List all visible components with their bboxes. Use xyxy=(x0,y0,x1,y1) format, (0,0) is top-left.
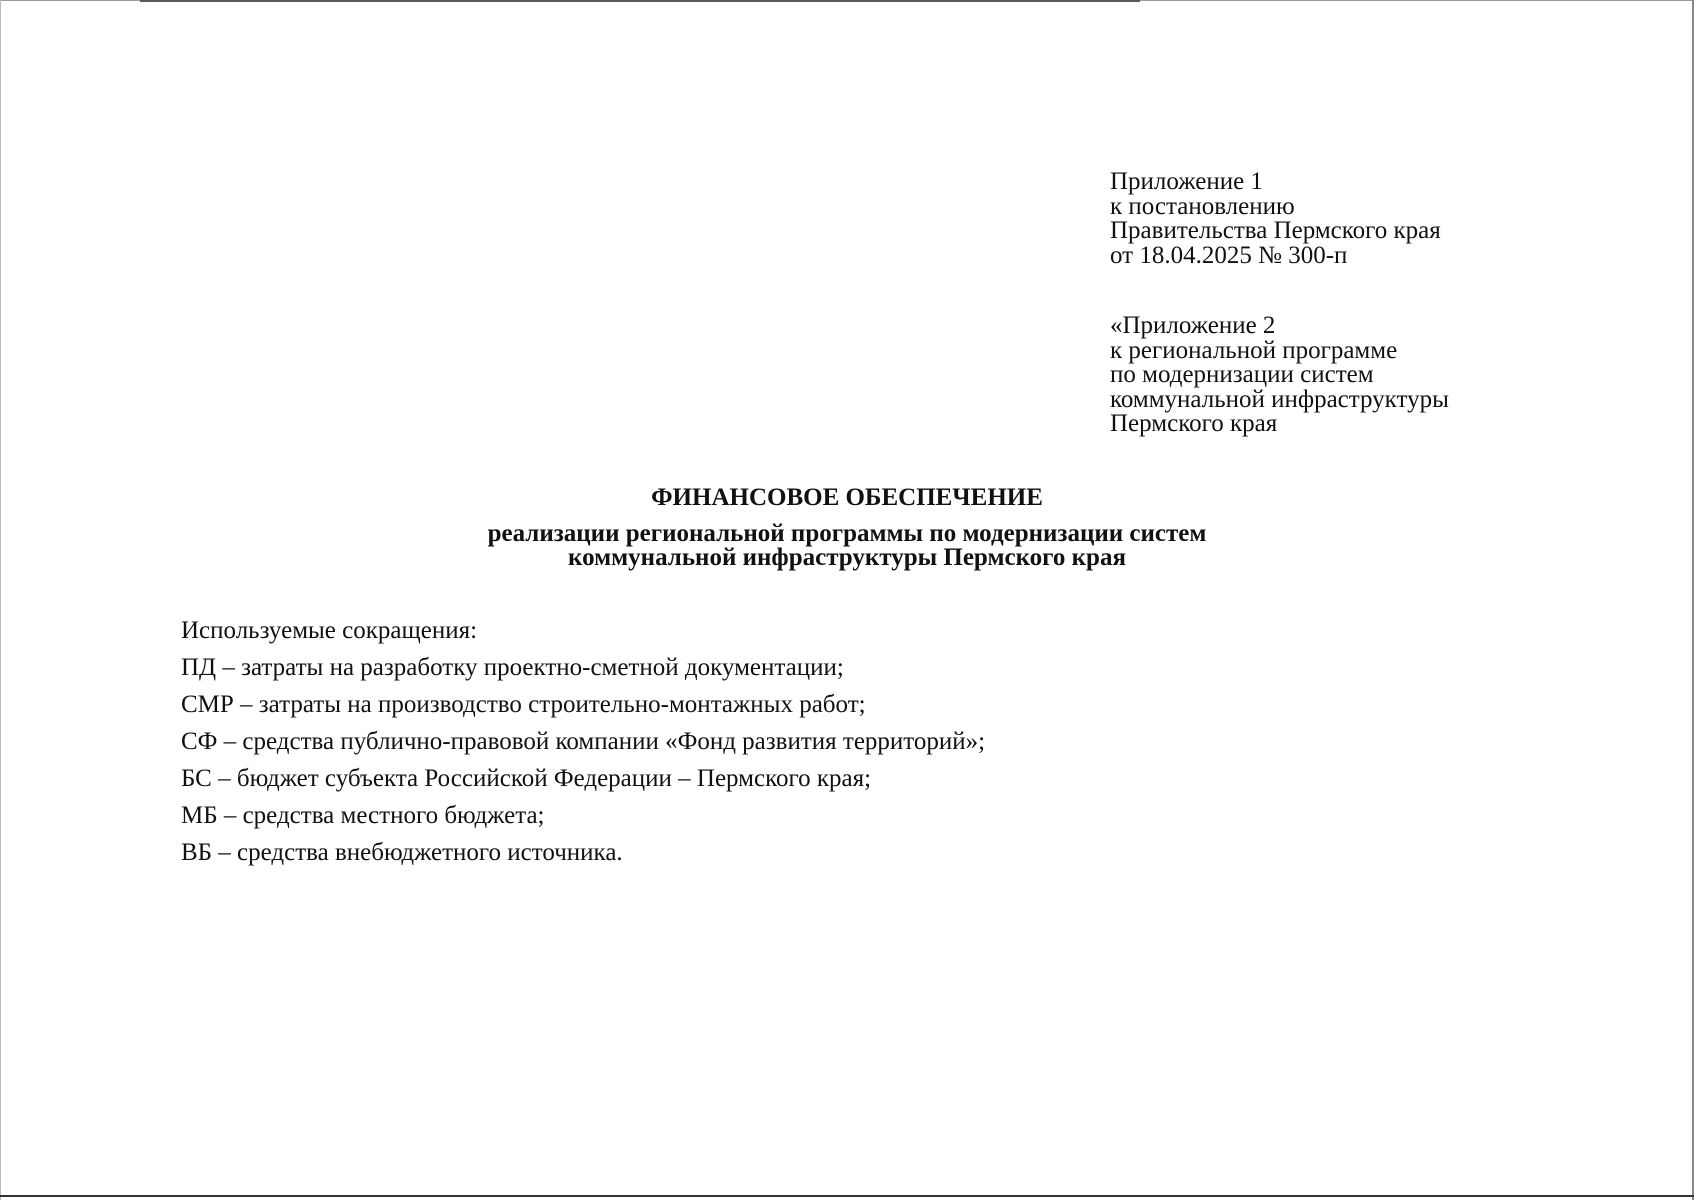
abbreviation-item: МБ – средства местного бюджета; xyxy=(181,802,545,829)
abbreviations-heading: Используемые сокращения: xyxy=(181,617,478,644)
appendix-2-line: коммунальной инфраструктуры xyxy=(1110,385,1449,413)
scan-edge-top-dark xyxy=(140,0,1140,2)
scan-edge-bottom xyxy=(0,1195,1694,1197)
appendix-2-line: «Приложение 2 xyxy=(1110,312,1276,339)
abbreviation-item: ПД – затраты на разработку проектно-сметной документации; xyxy=(181,654,844,681)
abbreviation-item: ВБ – средства внебюджетного источника. xyxy=(181,839,623,866)
document-subtitle xyxy=(0,522,1694,570)
appendix-1-line: от 18.04.2025 № 300-п xyxy=(1110,241,1348,269)
abbreviation-item: БС – бюджет субъекта Российской Федерации – Пермского края; xyxy=(181,765,872,792)
subtitle-line: коммунальной инфраструктуры Пермского края xyxy=(568,544,1126,571)
appendix-1-line: Правительства Пермского края xyxy=(1110,217,1441,244)
document-title: ФИНАНСОВОЕ ОБЕСПЕЧЕНИЕ xyxy=(651,484,1043,511)
subtitle-line: реализации региональной программы по модернизации систем xyxy=(487,520,1207,547)
appendix-2-header xyxy=(1110,314,1449,437)
abbreviations-list xyxy=(181,612,985,871)
appendix-2-line: по модернизации систем xyxy=(1110,361,1374,388)
appendix-2-line: к региональной программе xyxy=(1110,336,1398,364)
appendix-1-line: Приложение 1 xyxy=(1110,168,1263,195)
appendix-1-header xyxy=(1110,170,1441,268)
abbreviation-item: СФ – средства публично-правовой компании «Фонд развития территорий»; xyxy=(181,728,986,755)
appendix-2-line: Пермского края xyxy=(1110,410,1278,437)
appendix-1-line: к постановлению xyxy=(1110,192,1295,220)
scan-edge-left xyxy=(0,0,1,1200)
abbreviation-item: СМР – затраты на производство строительно-монтажных работ; xyxy=(181,691,866,718)
